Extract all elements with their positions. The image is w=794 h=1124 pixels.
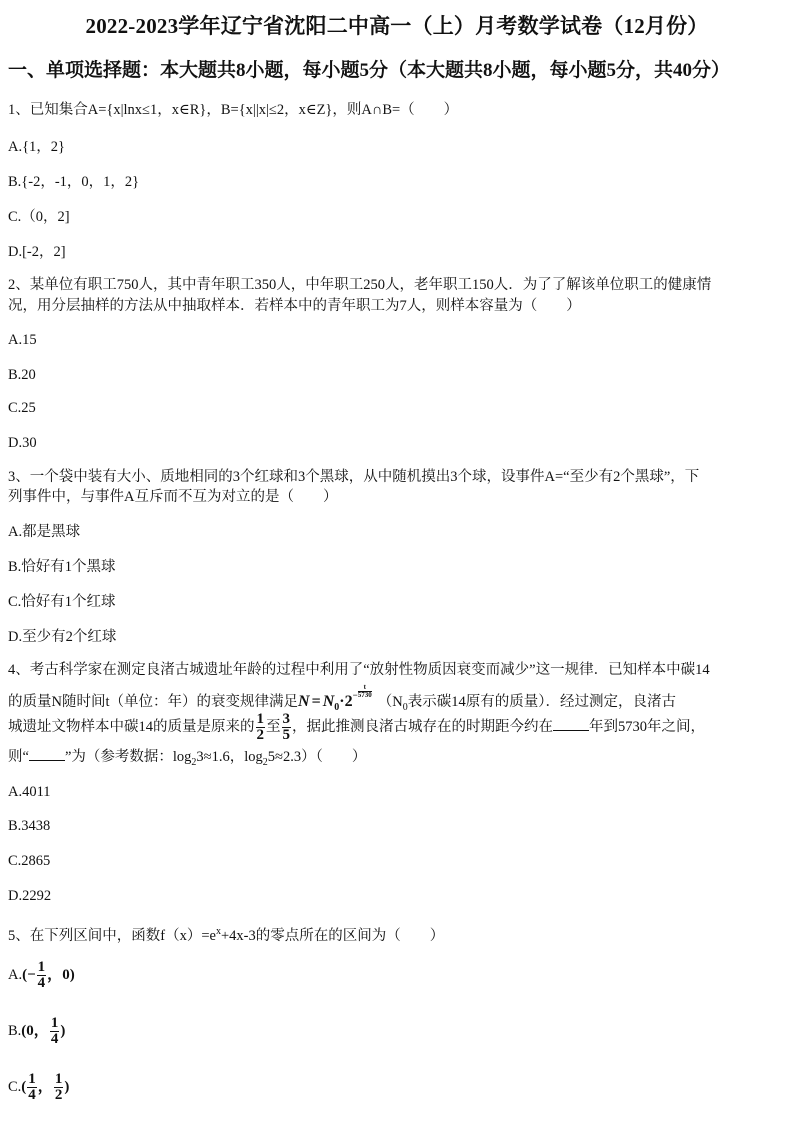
q4-text: ，据此推测良渚古城存在的时期距今约在 bbox=[292, 718, 553, 735]
answer-blank[interactable] bbox=[553, 716, 589, 731]
frac-denominator: 2 bbox=[256, 727, 264, 743]
question-1-option-c[interactable]: C.（0，2] bbox=[8, 209, 70, 225]
frac-numerator: 3 bbox=[282, 711, 290, 727]
question-5-stem bbox=[8, 922, 444, 946]
option-prefix: C. bbox=[8, 1078, 22, 1095]
question-3-option-d[interactable]: D.至少有2个红球 bbox=[8, 629, 117, 645]
question-3-option-a[interactable]: A.都是黑球 bbox=[8, 524, 81, 540]
question-4-stem-line-4 bbox=[8, 746, 366, 773]
paren-open: ( bbox=[21, 1022, 27, 1039]
comma: ， bbox=[37, 1078, 53, 1095]
question-4-stem-line-3 bbox=[8, 712, 705, 743]
exponent-numerator: t bbox=[363, 683, 366, 691]
question-5-option-c[interactable] bbox=[8, 1072, 69, 1103]
question-2-option-d[interactable]: D.30 bbox=[8, 435, 37, 451]
frac-denominator: 4 bbox=[28, 1087, 36, 1103]
frac-numerator: 1 bbox=[28, 1071, 36, 1087]
question-1-option-a[interactable]: A.{1，2} bbox=[8, 139, 66, 155]
question-3-option-b[interactable]: B.恰好有1个黑球 bbox=[8, 559, 116, 575]
formula-exponent-fraction bbox=[358, 684, 372, 699]
option-prefix: A. bbox=[8, 966, 23, 983]
comma: ， bbox=[47, 966, 63, 983]
log-base: 2 bbox=[262, 756, 268, 768]
fraction-one-quarter bbox=[37, 960, 47, 991]
frac-numerator: 1 bbox=[54, 1071, 63, 1087]
question-3-stem-line-1: 3、一个袋中装有大小、质地相同的3个红球和3个黑球，从中随机摸出3个球，设事件A=“至少有2个黑球”，下 bbox=[8, 469, 700, 485]
question-4-option-b[interactable]: B.3438 bbox=[8, 818, 51, 834]
q4-text: 至 bbox=[266, 718, 281, 735]
comma: ， bbox=[33, 1022, 49, 1039]
log-base: 2 bbox=[191, 756, 197, 768]
q4-text: ”为（参考数据：log bbox=[64, 749, 192, 765]
formula-equals: = bbox=[311, 693, 321, 710]
frac-numerator: 1 bbox=[256, 711, 264, 727]
formula-base: ·2 bbox=[339, 693, 353, 710]
q4-text: （N bbox=[377, 694, 403, 710]
question-1-option-b[interactable]: B.{-2，-1，0，1，2} bbox=[8, 174, 140, 190]
frac-numerator: 1 bbox=[37, 959, 46, 975]
option-prefix: B. bbox=[8, 1022, 22, 1039]
q4-text: 5≈2.3）（ ） bbox=[267, 749, 367, 765]
question-4-option-a[interactable]: A.4011 bbox=[8, 784, 51, 800]
exam-title: 2022-2023学年辽宁省沈阳二中高一（上）月考数学试卷（12月份） bbox=[85, 14, 709, 38]
fraction-one-quarter bbox=[50, 1016, 60, 1047]
exponent-denominator: 5730 bbox=[357, 691, 372, 699]
paren-close: ) bbox=[60, 1022, 66, 1039]
interval-right: 0 bbox=[62, 966, 70, 983]
formula-n0-subscript: 0 bbox=[334, 701, 340, 713]
frac-denominator: 4 bbox=[37, 975, 46, 991]
interval-left: 0 bbox=[26, 1022, 34, 1039]
q5-text: 5、在下列区间中，函数f（x）=e bbox=[8, 927, 216, 944]
fraction-one-half bbox=[256, 712, 266, 743]
paren-close: ) bbox=[69, 966, 75, 983]
q5-exponent: x bbox=[215, 926, 221, 937]
question-4-option-c[interactable]: C.2865 bbox=[8, 853, 51, 869]
frac-denominator: 5 bbox=[282, 727, 290, 743]
q4-text: 则“ bbox=[8, 749, 29, 765]
minus-sign: − bbox=[27, 966, 36, 983]
q4-text: 城遗址文物样本中碳14的质量是原来的 bbox=[8, 718, 255, 735]
question-3-stem-line-2: 列事件中，与事件A互斥而不互为对立的是（ ） bbox=[8, 489, 338, 505]
paren-open: ( bbox=[21, 1078, 27, 1095]
frac-numerator: 1 bbox=[50, 1015, 59, 1031]
question-2-option-b[interactable]: B.20 bbox=[8, 367, 36, 383]
question-2-stem-line-2: 况，用分层抽样的方法从中抽取样本．若样本中的青年职工为7人，则样本容量为（ ） bbox=[8, 298, 581, 314]
fraction-one-half bbox=[54, 1072, 64, 1103]
formula-exp-sign: − bbox=[352, 690, 358, 700]
question-2-stem-line-1: 2、某单位有职工750人，其中青年职工350人，中年职工250人，老年职工150人．为了了解该单位职工的健康情 bbox=[8, 277, 712, 293]
fraction-one-quarter bbox=[27, 1072, 37, 1103]
frac-denominator: 4 bbox=[50, 1031, 59, 1047]
section-heading: 一、单项选择题：本大题共8小题，每小题5分（本大题共8小题，每小题5分，共40分） bbox=[8, 60, 731, 81]
q4-text: 年到5730年之间， bbox=[589, 718, 705, 735]
question-1-stem: 1、已知集合A={x|lnx≤1，x∈R}，B={x||x|≤2，x∈Z}，则A∩B=（ ） bbox=[8, 102, 459, 118]
q5-text: +4x-3的零点所在的区间为（ ） bbox=[220, 927, 445, 944]
q4-text: 3≈1.6，log bbox=[196, 749, 263, 765]
paren-open: ( bbox=[22, 966, 28, 983]
q4-text: 的质量N随时间t（单位：年）的衰变规律满足 bbox=[8, 694, 298, 710]
question-4-stem-line-1: 4、考古科学家在测定良渚古城遗址年龄的过程中利用了“放射性物质因衰变而减少”这一规律．已知样本中碳14 bbox=[8, 662, 710, 678]
formula-n: N bbox=[298, 693, 310, 710]
question-2-option-c[interactable]: C.25 bbox=[8, 400, 36, 416]
paren-close: ) bbox=[64, 1078, 70, 1095]
question-2-option-a[interactable]: A.15 bbox=[8, 332, 37, 348]
question-3-option-c[interactable]: C.恰好有1个红球 bbox=[8, 594, 116, 610]
answer-blank[interactable] bbox=[29, 746, 65, 761]
formula-n0: N bbox=[322, 693, 335, 710]
question-5-option-b[interactable] bbox=[8, 1016, 65, 1047]
fraction-three-fifths bbox=[282, 712, 292, 743]
question-4-option-d[interactable]: D.2292 bbox=[8, 888, 52, 904]
q4-text: 表示碳14原有的质量）．经过测定，良渚古 bbox=[407, 694, 676, 710]
question-5-option-a[interactable] bbox=[8, 960, 75, 991]
q4-n0-sub: 0 bbox=[402, 701, 408, 713]
question-1-option-d[interactable]: D.[-2，2] bbox=[8, 244, 66, 260]
frac-denominator: 2 bbox=[54, 1087, 63, 1103]
